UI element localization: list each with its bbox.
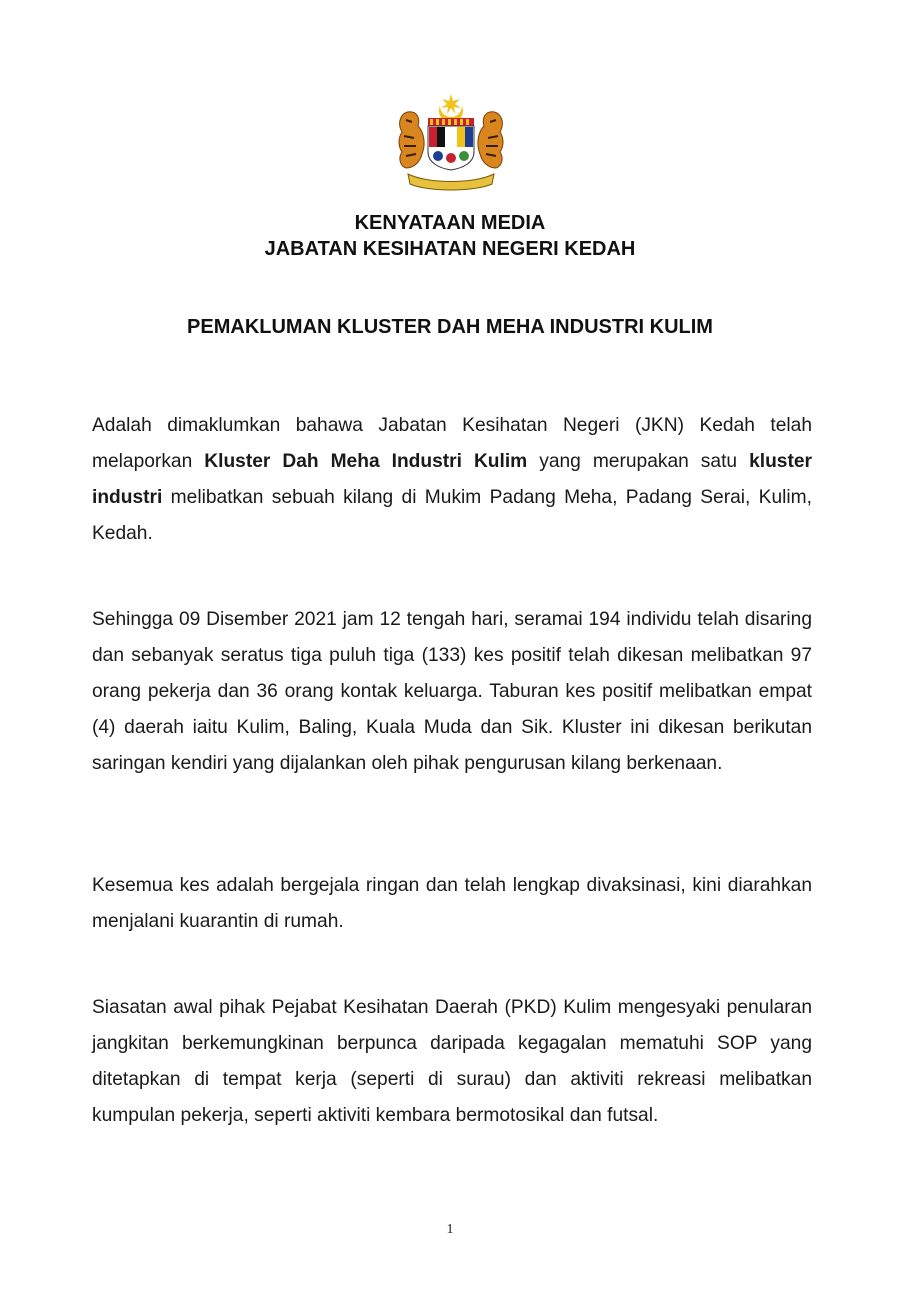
paragraph-1-text-b: yang merupakan satu [527,451,750,472]
cluster-type-emphasis: kluster industri [92,451,812,508]
paragraph-1 [92,408,812,552]
page-number: 1 [446,1222,454,1237]
paragraph-1-text-c: melibatkan sebuah kilang di Mukim Padang Meha, Padang Serai, Kulim, Kedah. [92,487,812,544]
paragraph-2: Sehingga 09 Disember 2021 jam 12 tengah hari, seramai 194 individu telah disaring dan sebanyak seratus tiga puluh tiga (133) kes positif telah dikesan melibatkan 97 orang pekerja dan 36 orang kontak keluarga. Taburan kes positif melibatkan empat (4) daerah iaitu Kulim, Baling, Kuala Muda dan Sik. Kluster ini dikesan berikutan saringan kendiri yang dijalankan oleh pihak pengurusan kilang berkenaan. [92,609,812,774]
paragraph-3: Kesemua kes adalah bergejala ringan dan telah lengkap divaksinasi, kini diarahkan menjalani kuarantin di rumah. [92,875,812,932]
department-heading: JABATAN KESIHATAN NEGERI KEDAH [264,238,636,260]
statement-title: PEMAKLUMAN KLUSTER DAH MEHA INDUSTRI KULIM [187,316,713,338]
paragraph-4: Siasatan awal pihak Pejabat Kesihatan Daerah (PKD) Kulim mengesyaki penularan jangkitan berkemungkinan berpunca daripada kegagalan mematuhi SOP yang ditetapkan di tempat kerja (seperti di surau) dan aktiviti rekreasi melibatkan kumpulan pekerja, seperti aktiviti kembara bermotosikal dan futsal. [92,997,812,1126]
cluster-name-emphasis: Kluster Dah Meha Industri Kulim [204,451,528,472]
media-statement-heading: KENYATAAN MEDIA [354,212,546,234]
malaysia-coat-of-arms-icon [388,92,514,192]
paragraph-1-text-a: Adalah dimaklumkan bahawa Jabatan Kesihatan Negeri (JKN) Kedah telah melaporkan [92,415,812,472]
